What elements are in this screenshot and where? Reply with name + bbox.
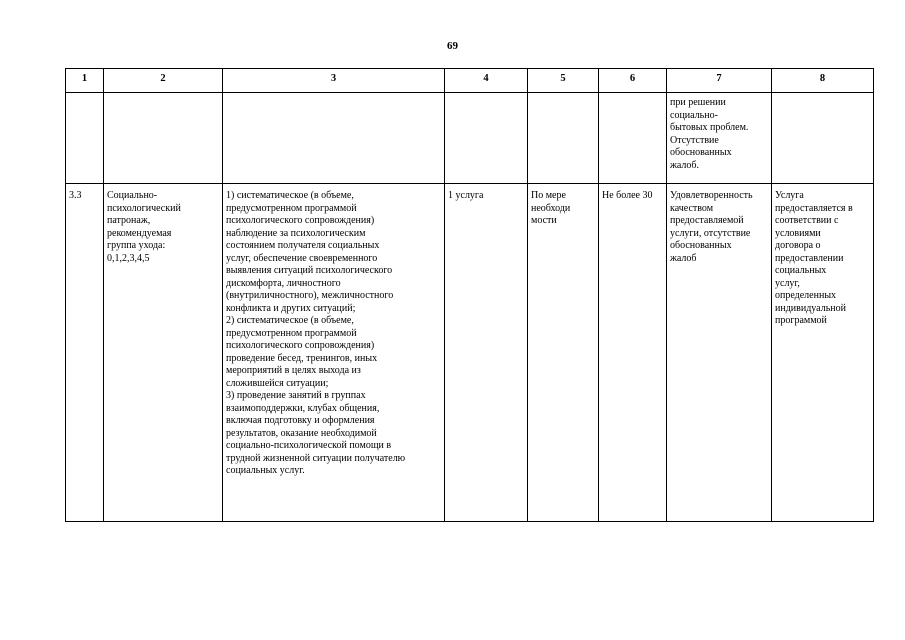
header-cell-5: 5 <box>528 69 599 93</box>
header-cell-4: 4 <box>445 69 528 93</box>
cell-empty <box>772 93 874 184</box>
header-cell-1: 1 <box>66 69 104 93</box>
service-volume-cell: 1 услуга <box>445 184 528 522</box>
service-frequency-cell: По мере необходи мости <box>528 184 599 522</box>
header-cell-8: 8 <box>772 69 874 93</box>
cell-empty <box>223 93 445 184</box>
row-number-cell: 3.3 <box>66 184 104 522</box>
service-conditions-cell: Услуга предоставляется в соответствии с условиями договора о предоставлении социальных услуг, определенных индивидуальной программой <box>772 184 874 522</box>
table-header-row <box>66 69 874 93</box>
table-row <box>66 184 874 522</box>
quality-continuation-cell: при решении социально- бытовых проблем. Отсутствие обоснованных жалоб. <box>667 93 772 184</box>
page-number: 69 <box>447 40 458 52</box>
cell-empty <box>66 93 104 184</box>
header-cell-3: 3 <box>223 69 445 93</box>
service-duration-cell: Не более 30 <box>599 184 667 522</box>
cell-empty <box>104 93 223 184</box>
service-name-cell: Социально- психологический патронаж, рекомендуемая группа ухода: 0,1,2,3,4,5 <box>104 184 223 522</box>
quality-indicators-cell: Удовлетворенность качеством предоставляемой услуги, отсутствие обоснованных жалоб <box>667 184 772 522</box>
cell-empty <box>599 93 667 184</box>
cell-empty <box>445 93 528 184</box>
table-row-continuation <box>66 93 874 184</box>
services-table <box>65 68 874 522</box>
header-cell-7: 7 <box>667 69 772 93</box>
header-cell-6: 6 <box>599 69 667 93</box>
service-description-cell: 1) систематическое (в объеме, предусмотренном программой психологического сопровождения) наблюдение за психологическим состоянием получателя социальных услуг, обеспечение своевременного выявления ситуаций психологического дискомфорта, личностного (внутриличностного), межличностного конфликта и других ситуаций; 2) систематическое (в объеме, предусмотренном программой психологического сопровождения) проведение бесед, тренингов, иных мероприятий в целях выхода из сложившейся ситуации; 3) проведение занятий в группах взаимоподдержки, клубах общения, включая подготовку и оформления результатов, оказание необходимой социально-психологической помощи в трудной жизненной ситуации получателю социальных услуг. <box>223 184 445 522</box>
cell-empty <box>528 93 599 184</box>
header-cell-2: 2 <box>104 69 223 93</box>
